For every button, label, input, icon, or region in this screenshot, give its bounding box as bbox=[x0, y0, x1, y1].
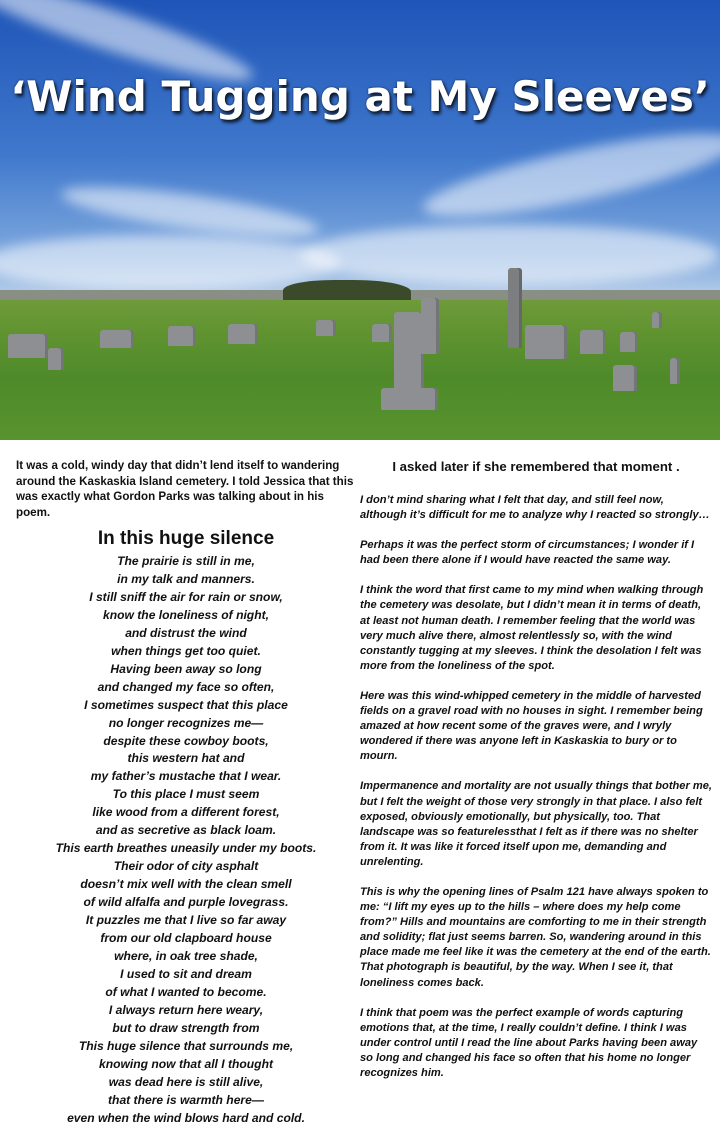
body-paragraph: I think the word that first came to my mind when walking through the cemetery was desolate, but I didn’t mean it in terms of death, at least not human death. I remember feeling that the world was very much alive there, almost relentlessly so, with the wind constantly tugging at my sleeves. I think the desolation I felt was more from the loneliness of the spot. bbox=[360, 584, 704, 672]
poem-line: this western hat and bbox=[127, 751, 245, 766]
poem-line: from our old clapboard house bbox=[100, 931, 272, 946]
gravestone bbox=[620, 332, 638, 352]
poem-line: despite these cowboy boots, bbox=[103, 733, 269, 748]
poem-line: I still sniff the air for rain or snow, bbox=[89, 589, 283, 604]
gravestone bbox=[48, 348, 64, 370]
poem-line: Having been away so long bbox=[110, 661, 262, 676]
poem-line: Their odor of city asphalt bbox=[113, 859, 259, 874]
poem bbox=[16, 553, 356, 1128]
cloud bbox=[0, 235, 340, 290]
poem-line: but to draw strength from bbox=[112, 1020, 260, 1035]
section-heading: I asked later if she remembered that moment . bbox=[392, 459, 680, 474]
poem-line: and changed my face so often, bbox=[97, 679, 275, 694]
gravestone bbox=[168, 326, 196, 346]
body-paragraph: Here was this wind-whipped cemetery in the middle of harvested fields on a gravel road with no houses in sight. I remember being amazed at how recent some of the graves were, and I wryly wondered if there was anyone left in Kaskaskia to bury or to mourn. bbox=[360, 689, 703, 763]
poem-line: and distrust the wind bbox=[125, 625, 247, 640]
poem-line: The prairie is still in me, bbox=[117, 554, 255, 568]
gravestone bbox=[394, 312, 424, 390]
poem-line: I sometimes suspect that this place bbox=[84, 697, 288, 712]
poem-line: To this place I must seem bbox=[112, 787, 260, 802]
gravestone bbox=[100, 330, 134, 348]
poem-line: where, in oak tree shade, bbox=[114, 948, 258, 963]
body-paragraph: I don’t mind sharing what I felt that day, and still feel now, although it’s difficult for me to analyze why I reacted so strongly… bbox=[360, 494, 710, 522]
body-paragraph: Perhaps it was the perfect storm of circumstances; I wonder if I had been there alone if I would have reacted the same way. bbox=[360, 539, 695, 567]
poem-line: like wood from a different forest, bbox=[92, 805, 280, 820]
poem-line: was dead here is still alive, bbox=[108, 1074, 264, 1089]
poem-line: doesn’t mix well with the clean smell bbox=[80, 877, 292, 892]
gravestone bbox=[525, 325, 567, 359]
poem-line: even when the wind blows hard and cold. bbox=[67, 1110, 305, 1125]
gravestone bbox=[580, 330, 606, 354]
poem-line: no longer recognizes me— bbox=[108, 715, 264, 730]
body-paragraph: I think that poem was the perfect example of words capturing emotions that, at the time, I really couldn’t define. I think I was under control until I read the line about Parks having been away so long and changed his face so often that his home no longer recognizes him. bbox=[360, 1006, 698, 1079]
body-paragraph: Impermanence and mortality are not usually things that bother me, but I felt the weight of those very strongly in that place. I also felt exposed, obviously emotionally, but physically, too. That landscape was so featurelessthat I felt as if there was no shelter from it. It was like it forced itself upon me, demanding and unrelenting. bbox=[360, 780, 712, 868]
poem-line: when things get too quiet. bbox=[111, 643, 261, 658]
gravestone bbox=[8, 334, 48, 358]
cloud bbox=[418, 117, 720, 232]
poem-line: I always return here weary, bbox=[108, 1002, 264, 1017]
gravestone bbox=[228, 324, 258, 344]
poem-line: This huge silence that surrounds me, bbox=[78, 1038, 294, 1053]
hero-photo bbox=[0, 0, 720, 440]
gravestone bbox=[316, 320, 336, 336]
poem-line: of what I wanted to become. bbox=[105, 984, 267, 999]
poem-line: my father’s mustache that I wear. bbox=[90, 769, 282, 784]
gravestone bbox=[372, 324, 392, 342]
poem-line: of wild alfalfa and purple lovegrass. bbox=[83, 895, 289, 910]
body-paragraph: This is why the opening lines of Psalm 121 have always spoken to me: “I lift my eyes up to the hills – where does my help come from?” Hills and mountains are comforting to me in their strength and solidity; flat just seems barren. So, wandering around in this place made me feel like it was the cemetery at the end of the earth. That photograph is beautiful, by the way. When I see it, that loneliness comes back. bbox=[360, 885, 711, 989]
poem-line: know the loneliness of night, bbox=[103, 607, 269, 622]
gravestone-base bbox=[381, 388, 438, 410]
right-column bbox=[360, 458, 712, 1096]
page-title: ‘Wind Tugging at My Sleeves’ bbox=[10, 72, 710, 121]
intro-paragraph: It was a cold, windy day that didn’t lend itself to wandering around the Kaskaskia Island cemetery. I told Jessica that this was exactly what Gordon Parks was talking about in his poem. bbox=[16, 459, 354, 519]
gravestone bbox=[613, 365, 637, 391]
gravestone bbox=[421, 298, 439, 354]
poem-title: In this huge silence bbox=[97, 528, 275, 549]
gravestone bbox=[670, 358, 680, 384]
obelisk bbox=[508, 268, 522, 348]
poem-line: This earth breathes uneasily under my boots. bbox=[55, 841, 317, 856]
poem-line: It puzzles me that I live so far away bbox=[85, 913, 287, 928]
poem-line: knowing now that all I thought bbox=[99, 1056, 273, 1071]
grass-field bbox=[0, 300, 720, 440]
poem-line: I used to sit and dream bbox=[120, 966, 252, 981]
poem-line: that there is warmth here— bbox=[108, 1092, 264, 1107]
poem-line: in my talk and manners. bbox=[117, 571, 255, 586]
gravestone bbox=[652, 312, 662, 328]
poem-line: and as secretive as black loam. bbox=[95, 823, 277, 838]
left-column bbox=[16, 458, 356, 1128]
